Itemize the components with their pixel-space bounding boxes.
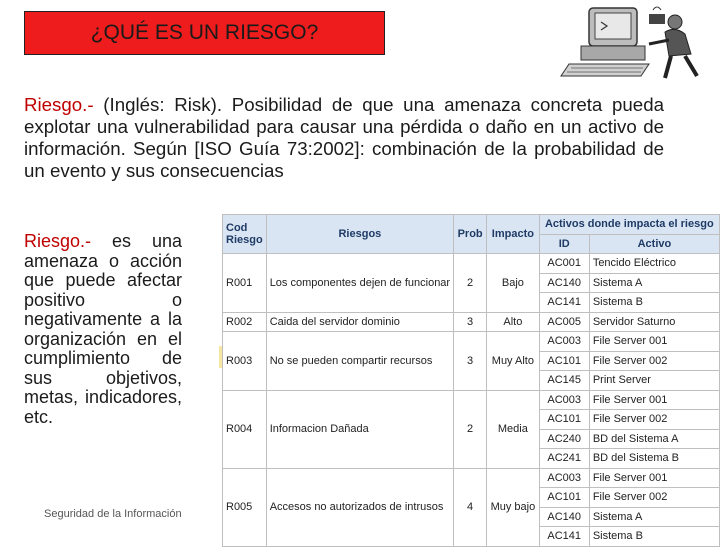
asset-id-cell: AC003 xyxy=(539,390,589,410)
risk-impact-cell: Alto xyxy=(487,312,539,332)
asset-id-cell: AC241 xyxy=(539,449,589,469)
table-row xyxy=(223,312,720,332)
risk-name-cell: Los componentes dejen de funcionar xyxy=(266,254,453,313)
asset-id-cell: AC005 xyxy=(539,312,589,332)
asset-name-cell: File Server 002 xyxy=(589,488,719,508)
definition-text: (Inglés: Risk). Posibilidad de que una amenaza concreta pueda explotar una vulnerabilidad para causar una pérdida o daño en un activo de información. Según [ISO Guía 73:2002]: combinación de la probabilidad de un evento y sus consecuencias xyxy=(24,94,664,181)
risk-name-cell: No se pueden compartir recursos xyxy=(266,332,453,391)
asset-id-cell: AC141 xyxy=(539,293,589,313)
risk-impact-cell: Bajo xyxy=(487,254,539,313)
asset-name-cell: Sistema B xyxy=(589,527,719,547)
risk-prob-cell: 4 xyxy=(454,468,487,546)
asset-name-cell: Tencido Eléctrico xyxy=(589,254,719,274)
asset-id-cell: AC145 xyxy=(539,371,589,391)
asset-name-cell: File Server 002 xyxy=(589,351,719,371)
asset-name-cell: File Server 002 xyxy=(589,410,719,430)
risk-code-cell: R004 xyxy=(223,390,267,468)
header-prob: Prob xyxy=(454,215,487,254)
risk-name-cell: Caida del servidor dominio xyxy=(266,312,453,332)
asset-name-cell: Print Server xyxy=(589,371,719,391)
risk-impact-cell: Muy bajo xyxy=(487,468,539,546)
asset-id-cell: AC101 xyxy=(539,488,589,508)
header-activos: Activos donde impacta el riesgo xyxy=(539,215,719,235)
table-header-row xyxy=(223,215,720,235)
slide-title-text: ¿QUÉ ES UN RIESGO? xyxy=(90,21,319,44)
table-row xyxy=(223,332,720,352)
footer-text: Seguridad de la Información xyxy=(44,508,182,520)
risk-impact-cell: Media xyxy=(487,390,539,468)
risk-prob-cell: 2 xyxy=(454,254,487,313)
asset-id-cell: AC240 xyxy=(539,429,589,449)
risk-impact-cell: Muy Alto xyxy=(487,332,539,391)
asset-name-cell: Sistema B xyxy=(589,293,719,313)
definition-paragraph xyxy=(24,94,664,182)
risk-code-cell: R002 xyxy=(223,312,267,332)
risk-code-cell: R001 xyxy=(223,254,267,313)
asset-name-cell: File Server 001 xyxy=(589,390,719,410)
risk-code-cell: R003 xyxy=(223,332,267,391)
table-row xyxy=(223,468,720,488)
asset-id-cell: AC140 xyxy=(539,273,589,293)
asset-name-cell: Sistema A xyxy=(589,273,719,293)
hacker-computer-illustration xyxy=(557,0,720,83)
risk-prob-cell: 2 xyxy=(454,390,487,468)
asset-id-cell: AC003 xyxy=(539,332,589,352)
header-riesgos: Riesgos xyxy=(266,215,453,254)
risk-prob-cell: 3 xyxy=(454,332,487,391)
definition2-text: es una amenaza o acción que puede afectar positivo o negativamente a la organización en el cumplimiento de sus objetivos, metas, indicadores, etc. xyxy=(24,231,182,427)
slide-title xyxy=(24,11,385,55)
risk-code-cell: R005 xyxy=(223,468,267,546)
definition-paragraph-2 xyxy=(24,232,182,427)
definition2-term: Riesgo.- xyxy=(24,231,92,251)
asset-id-cell: AC003 xyxy=(539,468,589,488)
header-impacto: Impacto xyxy=(487,215,539,254)
risk-name-cell: Informacion Dañada xyxy=(266,390,453,468)
asset-name-cell: Sistema A xyxy=(589,507,719,527)
asset-name-cell: BD del Sistema B xyxy=(589,449,719,469)
asset-id-cell: AC140 xyxy=(539,507,589,527)
header-activo: Activo xyxy=(589,234,719,254)
risk-name-cell: Accesos no autorizados de intrusos xyxy=(266,468,453,546)
definition-term: Riesgo.- xyxy=(24,94,94,115)
risk-prob-cell: 3 xyxy=(454,312,487,332)
asset-id-cell: AC001 xyxy=(539,254,589,274)
asset-name-cell: BD del Sistema A xyxy=(589,429,719,449)
asset-name-cell: Servidor Saturno xyxy=(589,312,719,332)
risk-table xyxy=(222,214,720,547)
asset-id-cell: AC101 xyxy=(539,410,589,430)
table-row xyxy=(223,390,720,410)
asset-name-cell: File Server 001 xyxy=(589,468,719,488)
table-row xyxy=(223,254,720,274)
asset-id-cell: AC101 xyxy=(539,351,589,371)
asset-id-cell: AC141 xyxy=(539,527,589,547)
header-id: ID xyxy=(539,234,589,254)
asset-name-cell: File Server 001 xyxy=(589,332,719,352)
header-cod-riesgo: Cod Riesgo xyxy=(223,215,267,254)
